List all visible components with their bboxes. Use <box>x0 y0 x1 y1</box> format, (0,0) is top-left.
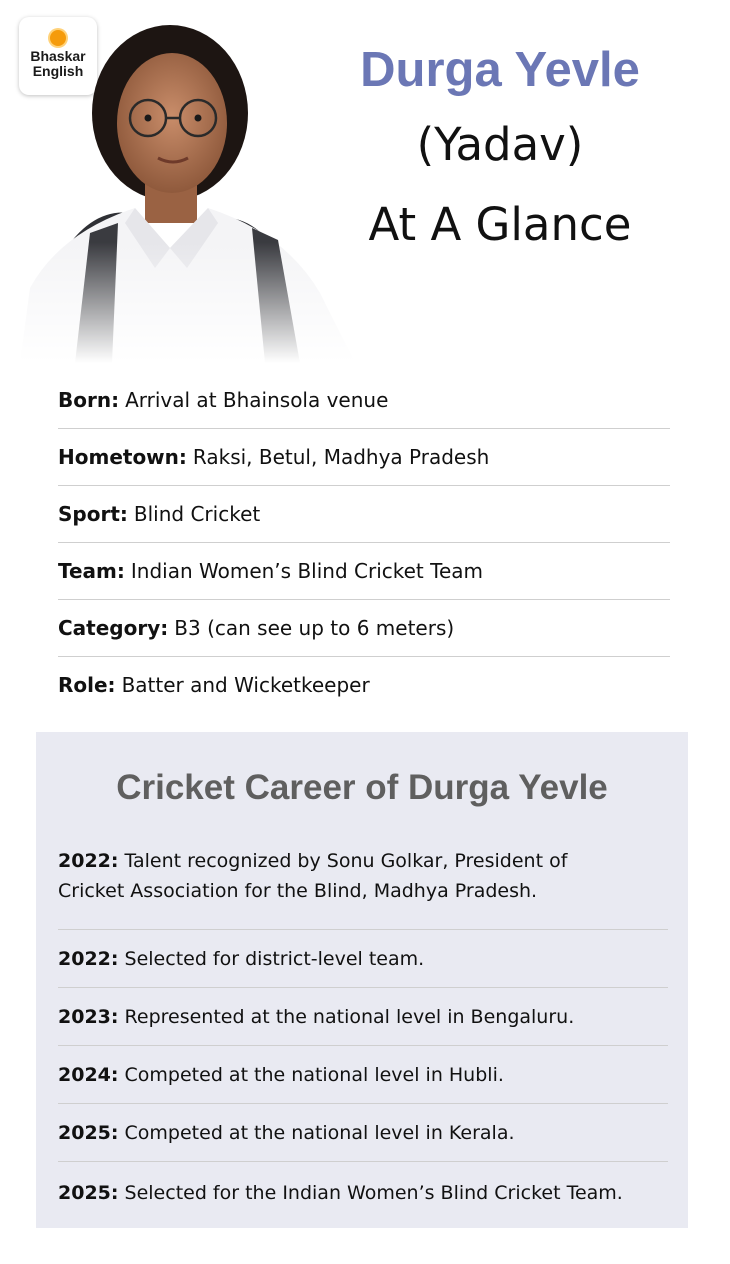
portrait-photo <box>20 18 365 363</box>
title-alias: (Yadav) <box>416 118 584 171</box>
career-text: Selected for the Indian Women’s Blind Cricket Team. <box>124 1182 623 1204</box>
fact-label: Category: <box>58 616 169 640</box>
career-year: 2024: <box>58 1063 119 1086</box>
fact-row <box>58 486 670 543</box>
career-year: 2022: <box>58 947 119 970</box>
fact-value: Raksi, Betul, Madhya Pradesh <box>192 445 490 469</box>
career-panel <box>36 732 688 1228</box>
career-text: Competed at the national level in Kerala. <box>124 1121 515 1144</box>
career-item-text <box>58 846 567 906</box>
fact-value: Arrival at Bhainsola venue <box>125 388 389 412</box>
career-title: Cricket Career of Durga Yevle <box>116 768 608 807</box>
career-item <box>58 1104 668 1162</box>
career-year: 2025: <box>58 1182 119 1204</box>
fact-value: Indian Women’s Blind Cricket Team <box>130 559 483 583</box>
fact-row <box>58 657 670 713</box>
career-item <box>58 1162 668 1224</box>
career-item <box>58 930 668 988</box>
fact-label: Role: <box>58 673 116 697</box>
career-text: Talent recognized by Sonu Golkar, President of <box>124 850 568 872</box>
career-item <box>58 1046 668 1104</box>
fact-row <box>58 600 670 657</box>
career-text-continued: Cricket Association for the Blind, Madhya Pradesh. <box>58 880 538 902</box>
title-name: Durga Yevle <box>360 43 640 97</box>
fact-row <box>58 372 670 429</box>
fact-row <box>58 543 670 600</box>
title-block <box>320 35 680 265</box>
fact-label: Born: <box>58 388 120 412</box>
career-year: 2023: <box>58 1005 119 1028</box>
fact-label: Team: <box>58 559 125 583</box>
fact-row <box>58 429 670 486</box>
career-text: Selected for district-level team. <box>124 947 425 970</box>
fact-label: Sport: <box>58 502 128 526</box>
facts-list <box>58 372 670 713</box>
fact-value: Batter and Wicketkeeper <box>121 673 370 697</box>
career-item <box>58 840 668 930</box>
fact-value: Blind Cricket <box>133 502 261 526</box>
career-year: 2025: <box>58 1121 119 1144</box>
career-text: Competed at the national level in Hubli. <box>124 1063 504 1086</box>
career-year: 2022: <box>58 850 119 872</box>
career-text: Represented at the national level in Bengaluru. <box>124 1005 575 1028</box>
fact-label: Hometown: <box>58 445 187 469</box>
title-subtitle: At A Glance <box>368 198 632 251</box>
fact-value: B3 (can see up to 6 meters) <box>174 616 455 640</box>
career-list <box>58 840 668 1224</box>
career-item <box>58 988 668 1046</box>
